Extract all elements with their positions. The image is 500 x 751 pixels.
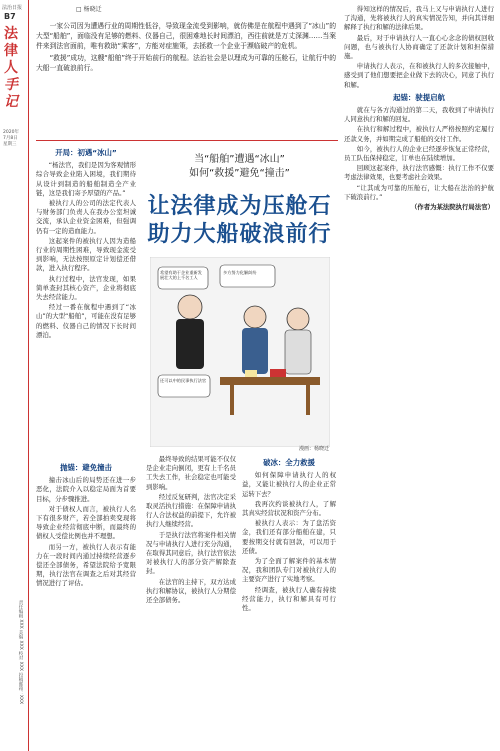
headline-banner [142,145,337,455]
paragraph: 申请执行人表示，在和被执行人的多次接触中，感受到了他们想要把企业做下去的决心，同意了执行和解。 [344,62,494,89]
headline-title [142,193,337,249]
paragraph: 经过反复研判，法官决定采取灵活执行措施：在保障申请执行人合法权益的前提下，允许被执行人继续经营。 [146,492,236,529]
paragraph: 回顾这起案件，执行法官感慨：执行工作不仅要考虑法律效果，也要考虑社会效果。 [344,164,494,182]
section-heading: 破冰：全力救援 [263,458,315,467]
title-line: 让法律成为压舱石 [147,194,332,219]
column-title-char: 人 [4,60,18,76]
paragraph: 我再次约谈被执行人，了解其真实经营状况和资产分布。 [242,499,336,518]
paragraph: 得知这样的情况后，我马上又与申请执行人进行了沟通，先将被执行人的真实情况告知，并向其详细解释了执行和解的法律后果。 [344,5,494,32]
article-column-1b [36,460,136,590]
title-line: 助力大船破浪前行 [147,222,332,247]
paragraph: 这起案件的被执行人因为造船行业的周期性困难，导致现金流受到影响，无法按照原定计划偿还借款，进入执行程序。 [36,236,136,273]
author-signature: （作者为某法院执行局法官） [410,203,494,212]
date-line: 7月8日 [3,136,18,141]
cartoon-illustration [150,257,330,447]
subtitle-line: 当“船舶”遭遇“冰山” [194,154,285,165]
paragraph: 最后，对于申请执行人一直心心念念的债权回收问题，也与被执行人协商确定了还款计划和担保措施。 [344,33,494,61]
paragraph: 对于债权人而言，被执行人名下有很多财产，若全部拍卖变现将导致企业经营彻底中断，而最终的债权人受偿比例也并不理想。 [36,504,136,541]
speech-bubble: 多方努力化解纠纷 [223,270,257,275]
column-title-char: 律 [4,43,18,59]
illustration-credit: 漫画：杨晓迁 [298,446,329,452]
author-byline: □ 杨晓迁 [76,6,102,13]
article-column-4 [344,5,494,213]
paragraph: “杨法官，我们是因为客观情形综合导致企业陷入困境，我们期待从设计到制造的船舶制造全产业链，这是我们寄予厚望的产品。” [36,161,136,197]
lead-text: “救援”成功，这艘“船舶”终于开始前行的航程。法治社会是以理成为可靠的压舱石，让航行中的大船一直破浪前行。 [36,54,336,72]
cartoon-svg [150,257,330,447]
paragraph: 撞击冰山后的局势还在进一步恶化，法院介入以稳定局面为首要目标，分步骤推进。 [36,476,136,503]
paragraph: 经过一番在航程中遇到了“冰山”的大型“船舶”，可能在没有足够的燃料、仪器自己的情况下长时间漂泊。 [36,303,136,339]
article-column-1 [36,145,136,341]
subtitle-line: 如何“救援”避免“撞击” [189,168,290,179]
paragraph: 如今，被执行人的企业已经逐步恢复正常经营，员工队伍保持稳定，订单也在陆续增加。 [344,144,494,163]
paragraph: 最终导致的结果可能不仅仅是企业走向倒闭，更有上千名员工失去工作，社会稳定也可能受到影响。 [146,455,236,491]
date-line: 星期三 [3,142,17,147]
page-number: B7 [4,12,16,21]
paragraph: 就在与各方沟通过的第二天，我收到了申请执行人同意执行和解的回复。 [344,106,494,124]
lead-paragraph [36,21,336,73]
paragraph: 在执行和解过程中，被执行人严格按照约定履行还款义务，并如期完成了船舶的交付工作。 [344,125,494,143]
paragraph: 如何保障申请执行人的权益，又能让被执行人的企业正常运转下去？ [242,471,336,498]
column-title-char: 法 [4,26,18,42]
section-heading: 抛锚：避免撞击 [60,463,112,472]
column-title-char: 记 [4,94,18,110]
paragraph: “让其成为可靠的压舱石，让大船在法治的护航下破浪前行。” [344,183,494,201]
speech-bubble: 还可以中的民事执行法官 [160,378,207,383]
date-line: 2020年 [3,130,19,135]
divider [36,140,338,141]
page-sidebar [0,0,29,751]
column-title [4,26,24,111]
paragraph: 被执行人的公司的法定代表人与财务部门负责人在我办公室坦诚交流，承认企业资金困难，但强调仍有一定的造血能力。 [36,199,136,235]
section-heading: 开局：初遇“冰山” [55,148,117,157]
editor-credits: 责任编辑 XXX 美编 XXX 校对 XXX 投稿邮箱：XXX [18,600,23,705]
speech-bubble: 希望有助于企业重新发展壮大的上千名工人 [160,270,202,280]
paragraph: 而另一方，被执行人表示有能力在一段时间内通过持续经营逐步偿还全部债务，希望法院给予宽限期，执行法官在调查之后对其经营情况进行了评估。 [36,542,136,588]
paragraph: 经调查，被执行人确有持续经营能力，执行和解具有可行性。 [242,585,336,613]
article-column-2 [146,455,236,606]
paragraph: 被执行人表示：为了盘活资金，我们还有部分船舶在建，只要按期交付就有回款，可以用于还债。 [242,519,336,555]
publication-name: 法治日报 [2,5,23,11]
issue-date [3,130,25,148]
lead-section [36,5,336,135]
column-title-char: 手 [4,77,18,93]
section-heading: 起锚：驶提启航 [393,92,445,102]
paragraph: 为了全面了解案件的基本情况，我和团队专门对被执行人的主要资产进行了实地考察。 [242,557,336,584]
paragraph: 在法官的主持下，双方达成执行和解协议，被执行人分期偿还全部债务。 [146,577,236,605]
paragraph: 于是执行法官将案件相关情况与申请执行人进行充分沟通，在取得其同意后，执行法官依法对被执行人的部分资产解除查封。 [146,530,236,576]
headline-subtitle [142,153,337,181]
lead-text: 一家公司因为遭遇行业的周期性低谷，导致现金流受到影响，就仿佛是在航程中遇到了“冰山”的大型“船舶”，面临没有足够的燃料、仪器自己，很困难地长时间漂泊，西往前就是万丈深渊……当案件来到法官面前，唯有救助“乘客”，方能对症施策，去拯救一个企业于濒临破产的危机。 [36,22,336,50]
paragraph: 执行过程中，法官发现，如果简单查封其核心资产，企业将彻底失去经营能力。 [36,274,136,302]
article-column-3 [242,455,336,614]
